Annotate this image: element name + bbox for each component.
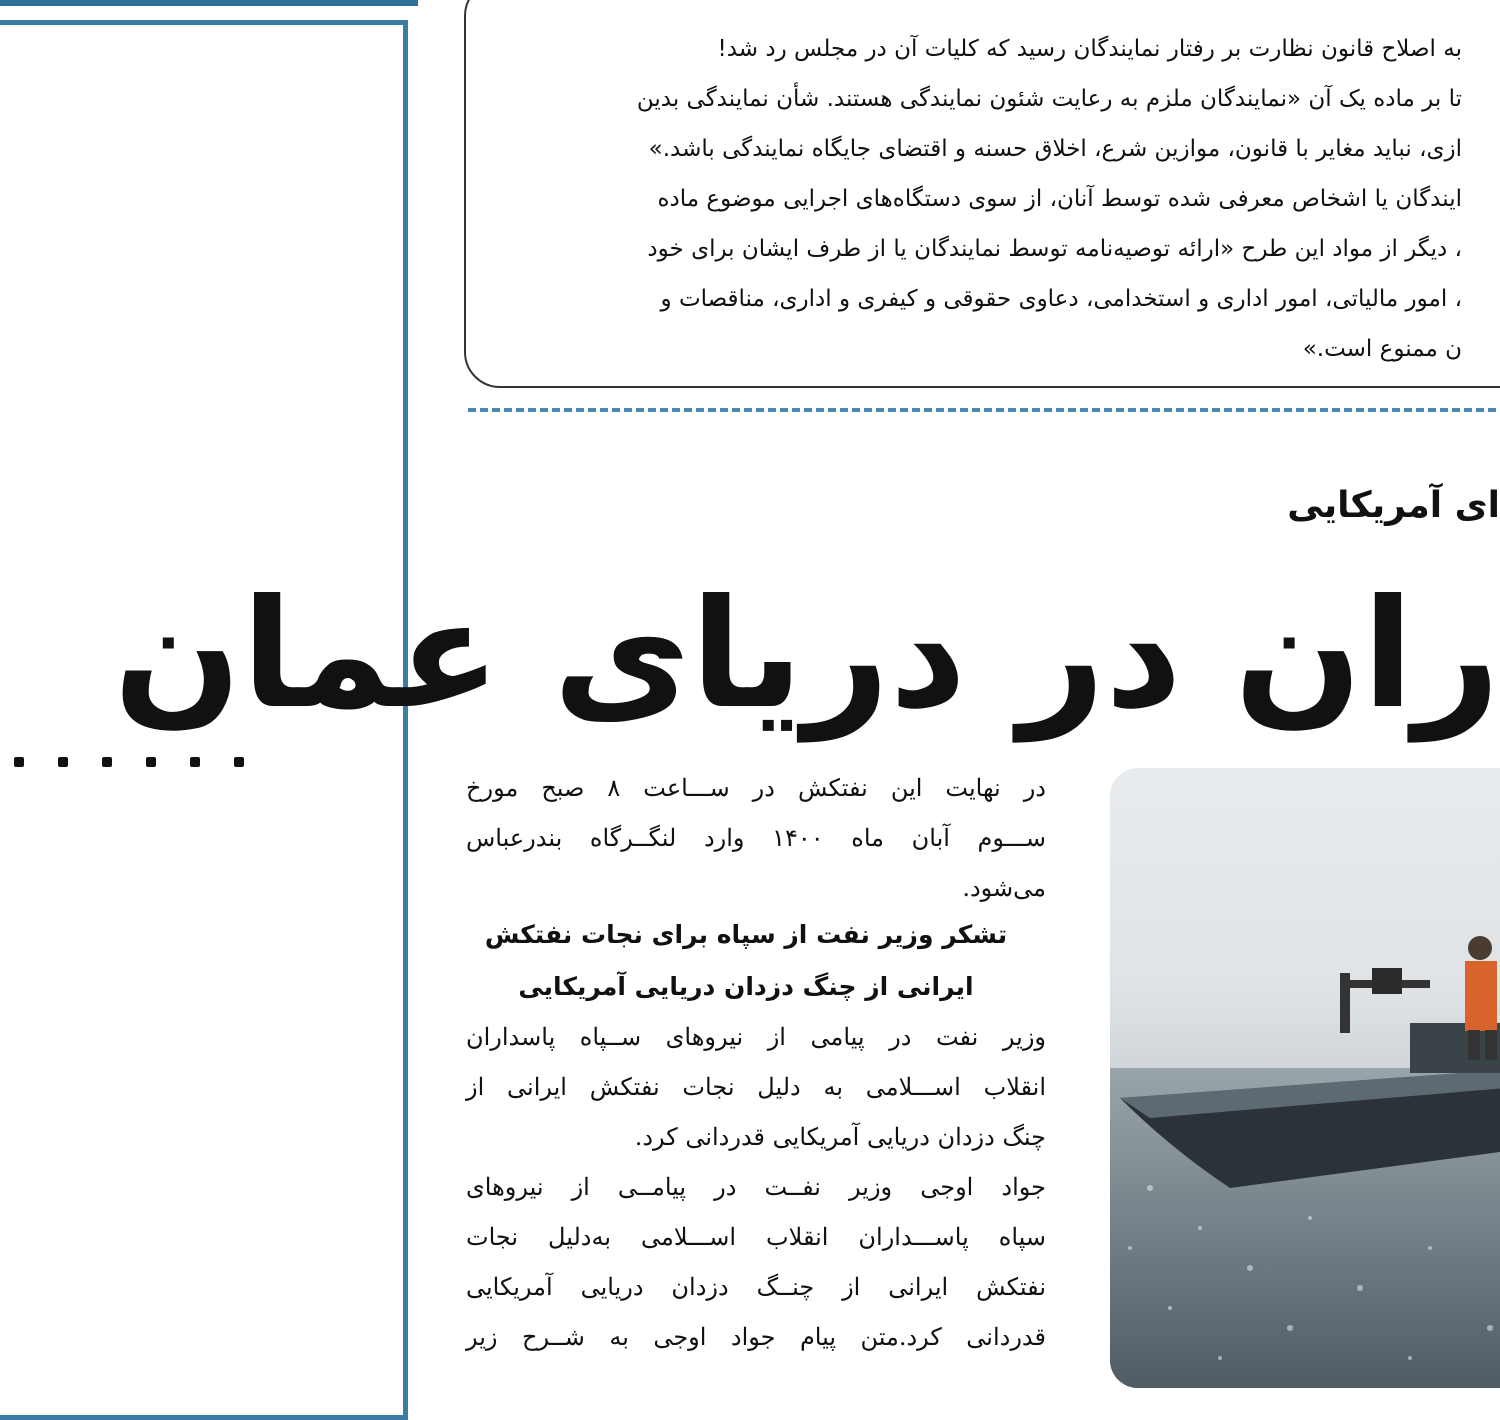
top-box-line: تا بر ماده یک آن «نمایندگان ملزم به رعایت شئون نمایندگی هستند. شأن نمایندگی بدین <box>636 86 1462 112</box>
article-paragraph-line: ســـوم آبان ماه ۱۴۰۰ وارد لنگــرگاه بندرعباس <box>466 824 1046 852</box>
article-paragraph-line: سپاه پاســـداران انقلاب اســـلامی به‌دلیل نجات <box>466 1223 1046 1251</box>
sidebar-para-1-line <box>0 343 358 393</box>
top-box-line: ، امور مالیاتی، امور اداری و استخدامی، دعاوی حقوقی و کیفری و اداری، مناقصات و <box>660 286 1462 312</box>
article-headline: ران در دریای عمان <box>113 568 1500 742</box>
sidebar-para-2-line <box>0 1050 358 1100</box>
top-box-line: ، دیگر از مواد این طرح «ارائه توصیه‌نامه توسط نمایندگان یا از طرف ایشان برای خود <box>647 236 1462 262</box>
article-paragraph-line: نفتکش ایرانی از چنــگ دزدان دریایی آمریکایی <box>466 1273 1046 1301</box>
article-paragraph-line: قدردانی کرد.متن پیام جواد اوجی به شــرح زیر <box>466 1323 1046 1351</box>
sidebar-para-2-line <box>0 1100 358 1150</box>
article-paragraph-line: وزیر نفت در پیامی از نیروهای ســپاه پاسداران <box>466 1023 1046 1051</box>
sidebar-para-1-line <box>0 493 358 543</box>
sidebar-para-2-line <box>0 900 358 950</box>
sidebar-para-2-line <box>0 1250 358 1300</box>
sidebar-headline-2-line-1 <box>0 790 358 840</box>
article-paragraph-line: جواد اوجی وزیر نفــت در پیامــی از نیروهای <box>466 1173 1046 1201</box>
top-box-line: ن ممنوع است.» <box>1302 336 1462 362</box>
top-quote-box <box>464 0 1500 388</box>
dotted-separator <box>0 752 358 776</box>
sidebar-para-2-line <box>0 1200 358 1250</box>
boat-photo <box>1110 768 1500 1388</box>
sidebar-para-2-line <box>0 950 358 1000</box>
top-rule <box>0 0 418 6</box>
sidebar-headline-1-line-1 <box>0 137 358 187</box>
article-subhead-line: تشکر وزیر نفت از سپاه برای نجات نفتکش <box>484 920 1008 949</box>
sidebar-label <box>0 80 358 130</box>
top-box-line: ازی، نباید مغایر با قانون، موازین شرع، اخلاق حسنه و اقتضای جایگاه نمایندگی باشد.» <box>648 136 1462 162</box>
boat-illustration <box>1110 768 1500 1388</box>
sidebar-para-2-line <box>0 1350 358 1378</box>
article-paragraph-line: چنگ دزدان دریایی آمریکایی قدردانی کرد. <box>634 1123 1046 1151</box>
sidebar-para-1-line <box>0 393 358 443</box>
sidebar-para-2-line <box>0 1150 358 1200</box>
dashed-divider <box>468 408 1500 412</box>
article-kicker: ای آمریکایی <box>1287 485 1500 526</box>
article-subhead-line: ایرانی از چنگ دزدان دریایی آمریکایی <box>518 972 974 1001</box>
sidebar-para-2-line <box>0 1300 358 1350</box>
sidebar-para-1-line <box>0 443 358 493</box>
article-paragraph-line: می‌شود. <box>962 874 1046 902</box>
article-paragraph-line: انقلاب اســـلامی به دلیل نجات نفتکش ایرانی از <box>466 1073 1046 1101</box>
sidebar-para-1-line <box>0 243 358 293</box>
sidebar-para-2-line <box>0 1000 358 1050</box>
top-box-line: ایندگان یا اشخاص معرفی شده توسط آنان، از سوی دستگاه‌های اجرایی موضوع ماده <box>657 186 1462 212</box>
sidebar-headline-2-line-2 <box>0 845 358 895</box>
top-box-line: به اصلاح قانون نظارت بر رفتار نمایندگان رسید که کلیات آن در مجلس رد شد! <box>717 36 1462 62</box>
sidebar-para-1-line <box>0 293 358 343</box>
sidebar-headline-1-line-2 <box>0 188 358 238</box>
article-paragraph-line: در نهایت این نفتکش در ســـاعت ۸ صبح مورخ <box>466 774 1046 802</box>
